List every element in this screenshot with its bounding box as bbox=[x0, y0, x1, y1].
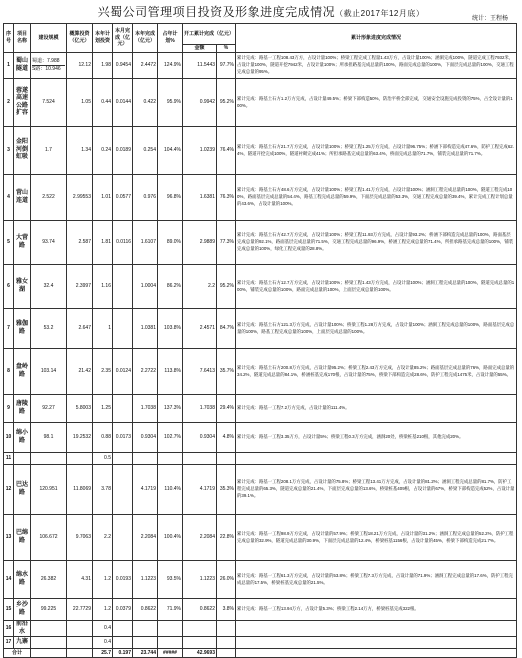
cell-plan: 2.35 bbox=[93, 349, 113, 395]
total-scale bbox=[31, 649, 67, 658]
cell-plan: 0.44 bbox=[93, 79, 113, 127]
cell-plan: 1.81 bbox=[93, 221, 113, 265]
cell-cum: 1.1223 bbox=[183, 561, 217, 599]
cell-progress: 累计完成：路基一工程208.1万方完成，占设计量的75.8%；桥梁工程13.41万方完成，占设计量的81.2%；涵洞工程完成总量的81.7%，防护工程完成总量的65.3%，隧道完成总量的21.4%，下面层完成总量的13.6%，桥梁桩基409根，占设计量的67%，桥梁下部构造完成52%，占设计量的39.1%。 bbox=[236, 465, 517, 515]
cell-year: 1.0381 bbox=[133, 309, 158, 349]
cell-plan: 2.2 bbox=[93, 515, 113, 561]
header-est-invest: 概算投资（亿元） bbox=[67, 24, 93, 53]
cell-scale: 98.1 bbox=[31, 423, 67, 453]
statistician-label: 统计：王程杨 bbox=[471, 16, 508, 22]
cell-est: 2.647 bbox=[67, 309, 93, 349]
table-row bbox=[4, 637, 517, 649]
cell-name: 九寨 bbox=[14, 637, 31, 649]
document-title bbox=[0, 3, 522, 20]
cell-seq: 13 bbox=[4, 515, 14, 561]
cell-pct: 71.9% bbox=[158, 599, 183, 621]
cell-seq: 11 bbox=[4, 453, 14, 465]
cell-scale: 7.524 bbox=[31, 79, 67, 127]
cell-cum: 1.7038 bbox=[183, 395, 217, 423]
header-year-done: 本年完成（亿元） bbox=[133, 24, 158, 53]
cell-name: 营山连道 bbox=[14, 175, 31, 221]
table-row bbox=[4, 79, 517, 127]
cell-scale bbox=[31, 453, 67, 465]
cell-cum bbox=[183, 621, 217, 637]
cell-seq: 5 bbox=[4, 221, 14, 265]
cell-est: 12.12 bbox=[67, 53, 93, 79]
cell-month: 0.0144 bbox=[113, 79, 133, 127]
total-label: 合计 bbox=[4, 649, 31, 658]
cell-cum: 2.9889 bbox=[183, 221, 217, 265]
cell-scale: 1.7 bbox=[31, 127, 67, 175]
cell-seq: 4 bbox=[4, 175, 14, 221]
cell-pct: 86.2% bbox=[158, 265, 183, 309]
cell-plan: 0.24 bbox=[93, 127, 113, 175]
cell-cum: 2.2 bbox=[183, 265, 217, 309]
cell-month bbox=[113, 621, 133, 637]
table-row bbox=[4, 309, 517, 349]
cell-month bbox=[113, 515, 133, 561]
cell-name: 金阳河倒虹吸 bbox=[14, 127, 31, 175]
header-cum-pct: % bbox=[217, 45, 236, 53]
cell-progress: 累计完成：路基土石方21.7万方完成，占设计量100%；桥梁工程1.25万方完成，占设计量96.75%；桥涵下部构造完成47.6%，防护工程完成62.4%，隧道开挖完成100%，隧道衬砌完成41%；所担承路基完成总量的63.4%，桥面完成总量的71.7%，铺装完成总量的71.7%。 bbox=[236, 127, 517, 175]
cell-scale: 99.225 bbox=[31, 599, 67, 621]
table-row bbox=[4, 561, 517, 599]
cell-year: 0.254 bbox=[133, 127, 158, 175]
cell-name: 绵水路 bbox=[14, 561, 31, 599]
total-cum: 42.9693 bbox=[183, 649, 217, 658]
cell-year: 0.9304 bbox=[133, 423, 158, 453]
cell-seq: 15 bbox=[4, 599, 14, 621]
total-plan: 25.7 bbox=[93, 649, 113, 658]
cell-cum-pct: 4.8% bbox=[217, 423, 236, 453]
cell-progress bbox=[236, 621, 517, 637]
cell-progress: 累计完成：路基土石方200.8万方完成，占设计量95.2%；桥梁工程2.43万方完成，占设计量85.2%；路面基层完成总量的76%，路面完成总量的34.2%，隧道完成总量的84.1%，桥涵桩基完成170根，占设计量的75%，桥梁下部构造完成28.6%，防护工程完成1475米，占设计量的55%。 bbox=[236, 349, 517, 395]
cell-name bbox=[14, 453, 31, 465]
cell-pct: 137.3% bbox=[158, 395, 183, 423]
cell-name: 雅伽路 bbox=[14, 309, 31, 349]
cell-year bbox=[133, 637, 158, 649]
cell-seq: 17 bbox=[4, 637, 14, 649]
cell-seq: 9 bbox=[4, 395, 14, 423]
cell-month: 0.0379 bbox=[113, 599, 133, 621]
cell-month: 0.0577 bbox=[113, 175, 133, 221]
header-row bbox=[4, 24, 517, 45]
cell-est: 2.587 bbox=[67, 221, 93, 265]
cell-plan: 1.2 bbox=[93, 561, 113, 599]
cell-cum-pct: 84.7% bbox=[217, 309, 236, 349]
cell-cum-pct: 3.8% bbox=[217, 599, 236, 621]
cell-cum-pct: 35.7% bbox=[217, 349, 236, 395]
cell-scale: 53.2 bbox=[31, 309, 67, 349]
cell-est: 22.7729 bbox=[67, 599, 93, 621]
cell-cum-pct bbox=[217, 637, 236, 649]
cell-cum bbox=[183, 453, 217, 465]
cell-name: 大营路 bbox=[14, 221, 31, 265]
cell-year: 2.2084 bbox=[133, 515, 158, 561]
cell-est bbox=[67, 621, 93, 637]
cell-cum-pct: 76.4% bbox=[217, 127, 236, 175]
cell-cum-pct bbox=[217, 621, 236, 637]
table-row bbox=[4, 423, 517, 453]
cell-cum: 1.0239 bbox=[183, 127, 217, 175]
table-row bbox=[4, 453, 517, 465]
cell-year: 1.6107 bbox=[133, 221, 158, 265]
cell-seq: 10 bbox=[4, 423, 14, 453]
cell-plan: 1.98 bbox=[93, 53, 113, 79]
cell-pct: 95.9% bbox=[158, 79, 183, 127]
cell-plan: 1.01 bbox=[93, 175, 113, 221]
cell-cum bbox=[183, 637, 217, 649]
cell-cum: 2.4571 bbox=[183, 309, 217, 349]
scale-line: 蜀道：7.988 bbox=[32, 58, 60, 65]
cell-plan: 0.4 bbox=[93, 637, 113, 649]
cell-progress: 累计完成：路基土石方12.7万方完成，占设计量100%；桥梁工程1.43万方完成，占设计量100%；涵洞工程完成总量的100%，隧道完成总量的100%，铺装完成总量的100%，路面完成总量的100%，上面层完成总量的100%。 bbox=[236, 265, 517, 309]
cell-month bbox=[113, 309, 133, 349]
cell-year: 0.8622 bbox=[133, 599, 158, 621]
cell-name: 雅女湖 bbox=[14, 265, 31, 309]
cell-progress bbox=[236, 453, 517, 465]
cell-seq: 1 bbox=[4, 53, 14, 79]
cell-month bbox=[113, 265, 133, 309]
cell-plan: 3.78 bbox=[93, 465, 113, 515]
cell-est: 2.3997 bbox=[67, 265, 93, 309]
header-plan-year: 本年计划投资 bbox=[93, 24, 113, 53]
cell-month bbox=[113, 453, 133, 465]
title-main: 兴蜀公司管理项目投资及形象进度完成情况 bbox=[97, 5, 336, 19]
table-row bbox=[4, 221, 517, 265]
cell-pct: 110.4% bbox=[158, 465, 183, 515]
cell-est: 21.42 bbox=[67, 349, 93, 395]
cell-pct: 89.0% bbox=[158, 221, 183, 265]
cell-pct: 102.7% bbox=[158, 423, 183, 453]
cell-month: 0.0116 bbox=[113, 221, 133, 265]
cell-scale: 2.522 bbox=[31, 175, 67, 221]
total-month: 0.197 bbox=[113, 649, 133, 658]
cell-cum: 0.9304 bbox=[183, 423, 217, 453]
cell-year: 0.422 bbox=[133, 79, 158, 127]
cell-cum-pct: 35.3% bbox=[217, 465, 236, 515]
cell-year: 2.4472 bbox=[133, 53, 158, 79]
cell-plan: 1.25 bbox=[93, 395, 113, 423]
cell-plan: 0.4 bbox=[93, 621, 113, 637]
cell-name: 前沿水 bbox=[14, 621, 31, 637]
cell-year: 1.7038 bbox=[133, 395, 158, 423]
cell-pct: 96.8% bbox=[158, 175, 183, 221]
cell-cum-pct: 76.3% bbox=[217, 175, 236, 221]
cell-est: 1.05 bbox=[67, 79, 93, 127]
cell-pct: 113.8% bbox=[158, 349, 183, 395]
cell-seq: 14 bbox=[4, 561, 14, 599]
header-cum-amount: 金额 bbox=[183, 45, 217, 53]
cell-scale: 106.672 bbox=[31, 515, 67, 561]
cell-cum-pct: 26.0% bbox=[217, 561, 236, 599]
table-row bbox=[4, 465, 517, 515]
total-row bbox=[4, 649, 517, 658]
cell-name: 绵小路 bbox=[14, 423, 31, 453]
cell-plan: 1 bbox=[93, 309, 113, 349]
cell-pct bbox=[158, 453, 183, 465]
cell-cum-pct: 29.4% bbox=[217, 395, 236, 423]
table-row bbox=[4, 349, 517, 395]
cell-pct: 104.4% bbox=[158, 127, 183, 175]
cell-month: 0.0193 bbox=[113, 561, 133, 599]
header-cum-done: 开工累计完成（亿元） bbox=[183, 24, 236, 45]
cell-progress: 累计完成：路基土石方42.7万方完成，占设计量100%；桥梁工程11.93万方完成，占设计量93.2%；桥涵下部构造完成总量的100%，路面基层完成总量的92.1%，路面基层完成总量的71.5%，交通工程完成总量的96.9%，桥涵工程完成总量的71.4%，所担承路基完成总量的100%，铺装完成总量的100%，绿化工程完成量的28.8%。 bbox=[236, 221, 517, 265]
cell-month bbox=[113, 465, 133, 515]
cell-scale: 93.74 bbox=[31, 221, 67, 265]
cell-progress: 累计完成：路基一工程3.35万方，占设计量5%；桥梁工程0.3万方完成，涵洞20处，桥梁桩基210根，其他完成20%。 bbox=[236, 423, 517, 453]
cell-month bbox=[113, 637, 133, 649]
cell-name: 唐陵路 bbox=[14, 395, 31, 423]
cell-name: 盘岭路 bbox=[14, 349, 31, 395]
cell-year: 1.0004 bbox=[133, 265, 158, 309]
cell-plan: 0.5 bbox=[93, 453, 113, 465]
cell-year bbox=[133, 453, 158, 465]
cell-name: 巴绵路 bbox=[14, 515, 31, 561]
cell-cum: 0.8622 bbox=[183, 599, 217, 621]
table-row bbox=[4, 265, 517, 309]
cell-cum: 1.6381 bbox=[183, 175, 217, 221]
cell-est: 2.99553 bbox=[67, 175, 93, 221]
table-row bbox=[4, 599, 517, 621]
cell-year: 0.976 bbox=[133, 175, 158, 221]
cell-est: 9.7063 bbox=[67, 515, 93, 561]
cell-scale bbox=[31, 637, 67, 649]
cell-cum-pct: 22.8% bbox=[217, 515, 236, 561]
cell-scale bbox=[31, 621, 67, 637]
cell-est bbox=[67, 453, 93, 465]
total-pct: ##### bbox=[158, 649, 183, 658]
cell-est: 11.8069 bbox=[67, 465, 93, 515]
cell-month: 0.0173 bbox=[113, 423, 133, 453]
cell-year: 4.1719 bbox=[133, 465, 158, 515]
cell-month: 0.0189 bbox=[113, 127, 133, 175]
header-month-done: 本月完成（亿元） bbox=[113, 24, 133, 53]
cell-est: 4.31 bbox=[67, 561, 93, 599]
cell-month: 0.9454 bbox=[113, 53, 133, 79]
cell-name: 巴达路 bbox=[14, 465, 31, 515]
cell-seq: 8 bbox=[4, 349, 14, 395]
cell-cum: 0.9942 bbox=[183, 79, 217, 127]
cell-pct: 93.5% bbox=[158, 561, 183, 599]
header-seq: 序号 bbox=[4, 24, 14, 53]
title-date: （截止2017年12月底） bbox=[335, 9, 425, 18]
cell-cum: 4.1719 bbox=[183, 465, 217, 515]
cell-progress: 累计完成：路基一工程98.9万方完成，占设计量的57.9%；桥梁工程18.21万方完成，占设计量的31.2%；涵洞工程完成总量的52.2%，防护工程完成总量的32.9%，隧道完成总量的30.9%，下面层完成总量的12.4%，桥梁桩基1156根，占设计量的45%，桥梁下部构造完成21.7%。 bbox=[236, 515, 517, 561]
cell-seq: 12 bbox=[4, 465, 14, 515]
cell-year bbox=[133, 621, 158, 637]
total-progress bbox=[236, 649, 517, 658]
table-row bbox=[4, 53, 517, 79]
cell-pct bbox=[158, 637, 183, 649]
cell-cum-pct: 95.2% bbox=[217, 265, 236, 309]
table-row bbox=[4, 175, 517, 221]
cell-cum: 11.5443 bbox=[183, 53, 217, 79]
header-progress: 累计形象进度完成情况 bbox=[236, 24, 517, 53]
cell-cum-pct: 97.7% bbox=[217, 53, 236, 79]
cell-scale: 32.4 bbox=[31, 265, 67, 309]
cell-month bbox=[113, 395, 133, 423]
cell-progress: 累计完成：路基一工程61.3万方完成，占设计量的53.8%；桥梁工程7.3万方完成，占设计量的71.9%；涵洞工程完成总量的17.6%，防护工程完成总量的17.5%，桥梁桩基完成总量的21.5%。 bbox=[236, 561, 517, 599]
cell-scale: 120.951 bbox=[31, 465, 67, 515]
cell-scale: 103.14 bbox=[31, 349, 67, 395]
cell-cum-pct: 95.2% bbox=[217, 79, 236, 127]
header-scale: 建设规模 bbox=[31, 24, 67, 53]
cell-plan: 1.2 bbox=[93, 599, 113, 621]
cell-progress: 累计完成：路基土石方48.6万方完成，占设计量100%；桥梁工程1.41万方完成，占设计量100%；涵洞工程完成总量的100%，隧道工程完成100%，路面基层完成总量的54.4%，路基工程完成总量的59.9%，下面层完成总量的53.3%，交通工程完成总量的39.4%，累计完成工程计划总量的43.6%，占设计量的100%。 bbox=[236, 175, 517, 221]
cell-pct: 124.9% bbox=[158, 53, 183, 79]
cell-progress: 累计完成：路基土石方1.2万方完成，占设计量49.5%；桥梁下部构造50%，防治平桥全部完成，交通安全设施完成投资的75%，占全设计量的100%。 bbox=[236, 79, 517, 127]
cell-progress: 累计完成：路基土石方121.3万方完成，占设计量100%；桥梁工程1.28万方完成，占设计量100%；涵洞工程完成总量的100%，路面基层完成总量的100%，路基工程完成总量的100%，上面层完成总量的100%。 bbox=[236, 309, 517, 349]
cell-name: 蓉遂高速公路扩容 bbox=[14, 79, 31, 127]
cell-seq: 7 bbox=[4, 309, 14, 349]
cell-progress: 累计完成：路基一工程108.43万方，占设计量100%；桥梁工程完成工程量1.43万方，占设计量100%；涵洞完成100%，隧道完成工程7932米，占设计量100%，隧道开挖7942米，占设计量100%；所承担路基完成总量的100%，路面完成总量的100%，下面层完成总量的100%，交通工程完成总量的95%。 bbox=[236, 53, 517, 79]
cell-progress bbox=[236, 637, 517, 649]
cell-cum-pct bbox=[217, 453, 236, 465]
scale-line: S路：10.946 bbox=[32, 65, 65, 73]
cell-seq: 16 bbox=[4, 621, 14, 637]
cell-progress: 累计完成：路基一工程7.2万方完成，占设计量的111.4%。 bbox=[236, 395, 517, 423]
cell-est: 1.34 bbox=[67, 127, 93, 175]
table-row bbox=[4, 621, 517, 637]
cell-scale: 92.27 bbox=[31, 395, 67, 423]
cell-year: 2.2722 bbox=[133, 349, 158, 395]
table-row bbox=[4, 515, 517, 561]
cell-month: 0.0124 bbox=[113, 349, 133, 395]
cell-seq: 6 bbox=[4, 265, 14, 309]
header-pct: 占年计划% bbox=[158, 24, 183, 53]
table-row bbox=[4, 127, 517, 175]
cell-name: 蜀山隧道 bbox=[14, 53, 31, 79]
cell-plan: 1.16 bbox=[93, 265, 113, 309]
total-cum-pct bbox=[217, 649, 236, 658]
cell-cum-pct: 77.3% bbox=[217, 221, 236, 265]
cell-plan: 0.88 bbox=[93, 423, 113, 453]
table-row bbox=[4, 395, 517, 423]
cell-seq: 2 bbox=[4, 79, 14, 127]
total-year: 23.744 bbox=[133, 649, 158, 658]
cell-cum: 2.2084 bbox=[183, 515, 217, 561]
cell-est: 5.8003 bbox=[67, 395, 93, 423]
cell-seq: 3 bbox=[4, 127, 14, 175]
cell-pct: 103.8% bbox=[158, 309, 183, 349]
cell-est: 19.2532 bbox=[67, 423, 93, 453]
cell-scale: 26.382 bbox=[31, 561, 67, 599]
header-name: 项目名称 bbox=[14, 24, 31, 53]
total-est bbox=[67, 649, 93, 658]
cell-year: 1.1223 bbox=[133, 561, 158, 599]
cell-scale bbox=[31, 53, 67, 79]
cell-pct bbox=[158, 621, 183, 637]
progress-table bbox=[3, 23, 517, 658]
cell-cum: 7.6413 bbox=[183, 349, 217, 395]
cell-progress: 累计完成：路基一工程13.94万方，占设计量5.3%；桥梁工程2.14万方，桥梁桩基完成322根。 bbox=[236, 599, 517, 621]
cell-est bbox=[67, 637, 93, 649]
cell-name: 乡沙路 bbox=[14, 599, 31, 621]
cell-pct: 100.4% bbox=[158, 515, 183, 561]
